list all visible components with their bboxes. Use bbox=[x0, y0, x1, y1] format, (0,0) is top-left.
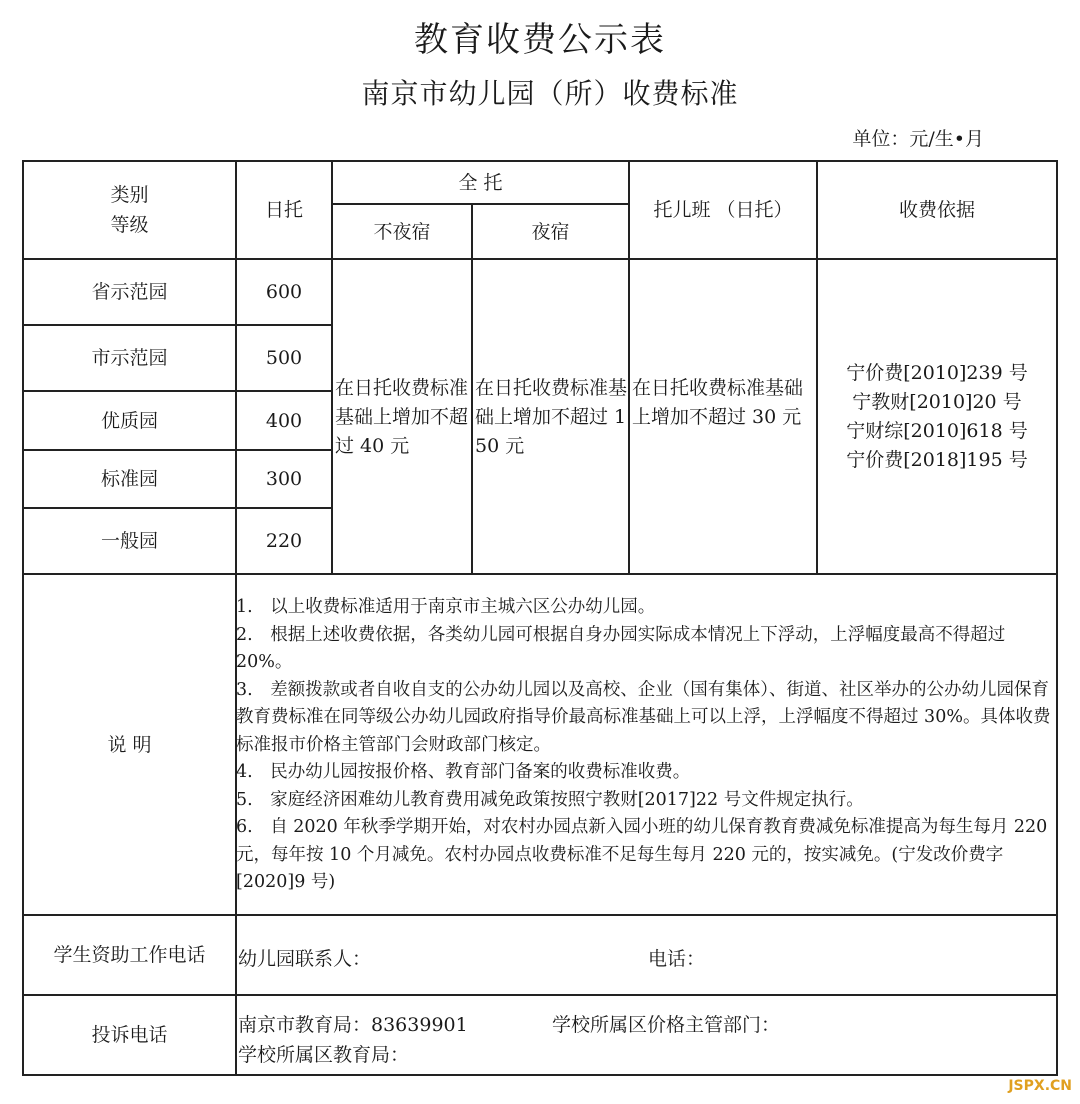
merged-no-overnight: 在日托收费标准基础上增加不超过 40 元 bbox=[335, 377, 469, 457]
note-item: 3. 差额拨款或者自收自支的公办幼儿园以及高校、企业（国有集体）、街道、社区举办的公办幼儿园保育教育费标准在同等级公办幼儿园政府指导价最高标准基础上可以上浮，上浮幅度不得超过 30%。具体收费标准报市价格主管部门会财政部门核定。 bbox=[236, 679, 1051, 755]
notes-label: 说 明 bbox=[107, 733, 152, 756]
header-daycare: 日托 bbox=[264, 199, 303, 221]
row-fee: 600 bbox=[265, 281, 303, 303]
basis-line: 宁财综[2010]618 号 bbox=[846, 419, 1028, 442]
header-no-overnight: 不夜宿 bbox=[373, 220, 431, 243]
page-title: 教育收费公示表 bbox=[414, 20, 666, 60]
notes-list bbox=[236, 594, 1054, 897]
note-item: 1. 以上收费标准适用于南京市主城六区公办幼儿园。 bbox=[236, 597, 656, 617]
complaint-district-bureau: 学校所属区教育局： bbox=[238, 1044, 410, 1066]
note-item: 4. 民办幼儿园按报价格、教育部门备案的收费标准收费。 bbox=[236, 762, 691, 782]
watermark: JSPX.CN bbox=[1008, 1078, 1072, 1094]
aid-label: 学生资助工作电话 bbox=[53, 944, 206, 966]
header-overnight: 夜宿 bbox=[531, 220, 570, 243]
row-fee: 400 bbox=[265, 409, 303, 432]
row-level: 市示范园 bbox=[91, 347, 168, 369]
row-level: 一般园 bbox=[100, 530, 158, 552]
basis-line: 宁教财[2010]20 号 bbox=[852, 390, 1022, 413]
basis-cell bbox=[818, 260, 1056, 573]
header-category-line2: 等级 bbox=[110, 214, 149, 236]
note-item: 5. 家庭经济困难幼儿教育费用减免政策按照宁教财[2017]22 号文件规定执行。 bbox=[236, 789, 864, 810]
row-level: 优质园 bbox=[100, 409, 158, 432]
header-basis: 收费依据 bbox=[898, 199, 975, 221]
basis-line: 宁价费[2018]195 号 bbox=[846, 448, 1028, 471]
basis-line: 宁价费[2010]239 号 bbox=[846, 361, 1028, 384]
page-subtitle: 南京市幼儿园（所）收费标准 bbox=[361, 77, 739, 110]
complaint-price-dept: 学校所属区价格主管部门： bbox=[552, 1014, 781, 1036]
row-level: 标准园 bbox=[100, 468, 158, 490]
header-category-line1: 类别 bbox=[110, 184, 149, 206]
header-category bbox=[24, 162, 235, 258]
unit-label: 单位：元/生•月 bbox=[852, 128, 984, 150]
aid-contact-label: 幼儿园联系人： bbox=[238, 948, 372, 970]
complaint-bureau: 南京市教育局：83639901 bbox=[238, 1014, 468, 1036]
complaint-label: 投诉电话 bbox=[91, 1024, 168, 1046]
note-item: 2. 根据上述收费依据，各类幼儿园可根据自身办园实际成本情况上下浮动，上浮幅度最高不得超过 20%。 bbox=[236, 624, 1006, 672]
header-fulltime: 全 托 bbox=[458, 171, 503, 194]
row-level: 省示范园 bbox=[91, 281, 168, 303]
row-fee: 500 bbox=[265, 347, 303, 369]
note-item: 6. 自 2020 年秋季学期开始，对农村办园点新入园小班的幼儿保育教育费减免标准提高为每生每月 220 元，每年按 10 个月减免。农村办园点收费标准不足每生每月 220 元的，按实减免。(宁发改价费字[2020]9 号) bbox=[236, 817, 1048, 892]
merged-overnight: 在日托收费标准基础上增加不超过 150 元 bbox=[475, 377, 628, 457]
row-fee: 220 bbox=[265, 530, 303, 552]
merged-nursery: 在日托收费标准基础上增加不超过 30 元 bbox=[632, 377, 804, 428]
aid-phone-label: 电话： bbox=[648, 948, 706, 970]
header-nursery: 托儿班 （日托） bbox=[653, 199, 793, 221]
row-fee: 300 bbox=[265, 468, 303, 490]
